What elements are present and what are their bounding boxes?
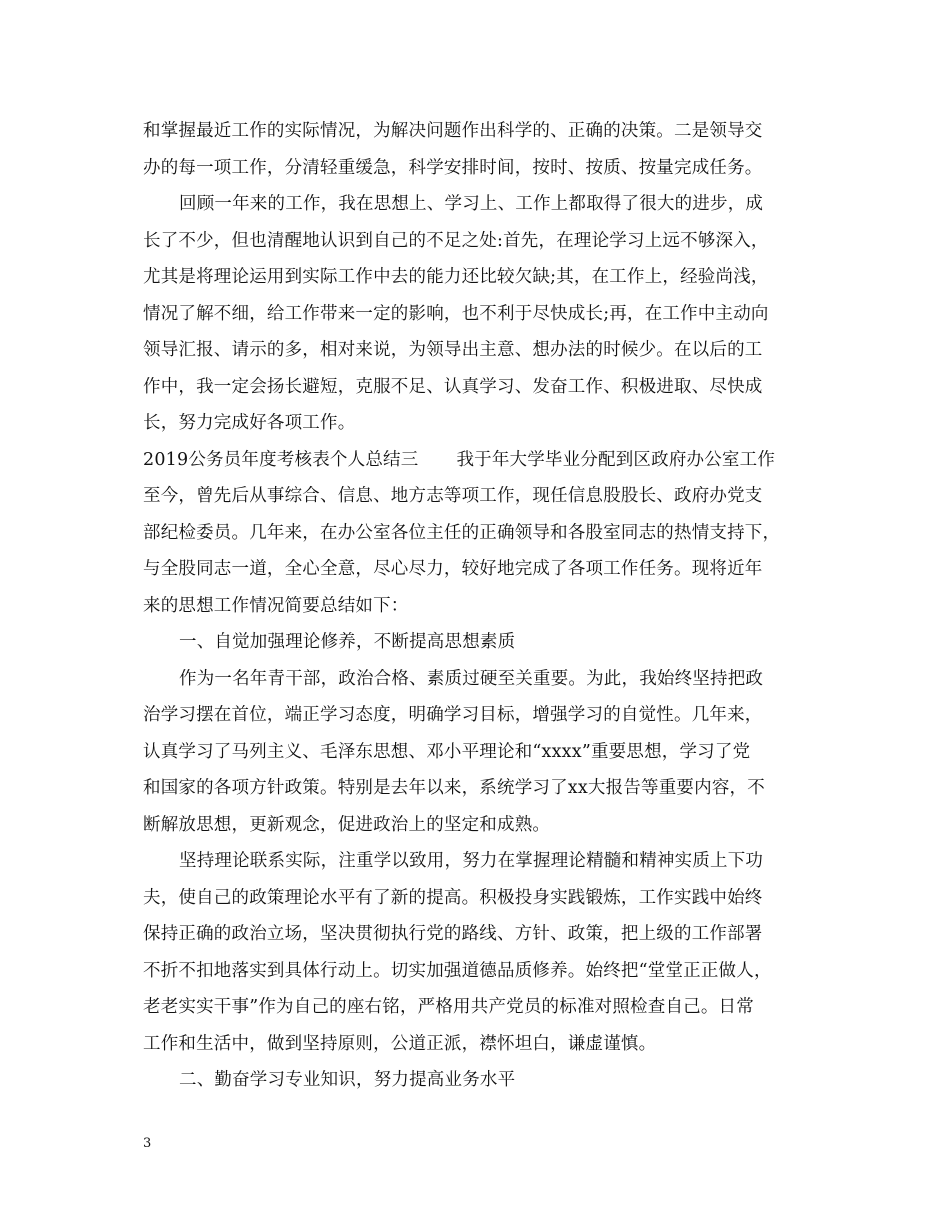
text-line: 长了不少，但也清醒地认识到自己的不足之处:首先，在理论学习上远不够深入， [143,230,769,251]
document-body [143,113,803,1099]
text-line: 尤其是将理论运用到实际工作中去的能力还比较欠缺;其，在工作上，经验尚浅， [143,267,769,287]
text-line: 办的每一项工作，分清轻重缓急，科学安排时间，按时、按质、按量完成任务。 [143,157,763,178]
text-line: 和国家的各项方针政策。特别是去年以来，系统学习了xx大报告等重要内容，不 [143,778,765,798]
text-line: 断解放思想，更新观念，促进政治上的坚定和成熟。 [143,814,551,835]
subheading-line: 二、勤奋学习专业知识，努力提高业务水平 [179,1070,516,1090]
section-title: 2019公务员年度考核表个人总结三 [143,449,419,470]
text-line: 部纪检委员。几年来，在办公室各位主任的正确领导和各股室同志的热情支持下， [143,522,781,543]
text-line: 工作和生活中，做到坚持原则，公道正派，襟怀坦白，谦虚谨慎。 [143,1033,657,1054]
paragraph-start-line: 坚持理论联系实际，注重学以致用，努力在掌握理论精髓和精神实质上下功 [179,851,764,871]
text-line: 至今，曾先后从事综合、信息、地方志等项工作，现任信息股股长、政府办党支 [143,486,763,506]
text-line: 来的思想工作情况简要总结如下： [143,595,409,616]
paragraph-start-line: 回顾一年来的工作，我在思想上、学习上、工作上都取得了很大的进步，成 [179,194,764,214]
text-line: 治学习摆在首位，端正学习态度，明确学习目标，增强学习的自觉性。几年来， [143,705,763,725]
text-line: 作中，我一定会扬长避短，克服不足、认真学习、发奋工作、积极进取、尽快成 [143,376,763,397]
text-line: 认真学习了马列主义、毛泽东思想、邓小平理论和“xxxx”重要思想，学习了党 [143,741,751,762]
text-line: 领导汇报、请示的多，相对来说，为领导出主意、想办法的时候少。在以后的工 [143,340,763,360]
page-number: 3 [143,1136,152,1151]
text-line: 不折不扣地落实到具体行动上。切实加强道德品质修养。始终把“堂堂正正做人， [143,960,772,981]
text-line: 夫，使自己的政策理论水平有了新的提高。积极投身实践锻炼，工作实践中始终 [143,887,763,908]
text-line: 情况了解不细，给工作带来一定的影响，也不利于尽快成长;再，在工作中主动向 [143,303,769,324]
paragraph-start-text: 我于年大学毕业分配到区政府办公室工作 [456,449,776,470]
paragraph-start-line: 作为一名年青干部，政治合格、素质过硬至关重要。为此，我始终坚持把政 [179,668,764,689]
subheading-line: 一、自觉加强理论修养，不断提高思想素质 [179,632,516,652]
text-line: 老老实实干事”作为自己的座右铭，严格用共产党员的标准对照检查自己。日常 [143,997,754,1017]
text-line: 长，努力完成好各项工作。 [143,413,356,433]
text-line: 保持正确的政治立场，坚决贯彻执行党的路线、方针、政策，把上级的工作部署 [143,924,763,944]
section-title-line [143,442,803,479]
text-line: 与全股同志一道，全心全意，尽心尽力，较好地完成了各项工作任务。现将近年 [143,559,763,579]
text-line: 和掌握最近工作的实际情况，为解决问题作出科学的、正确的决策。二是领导交 [143,121,763,141]
